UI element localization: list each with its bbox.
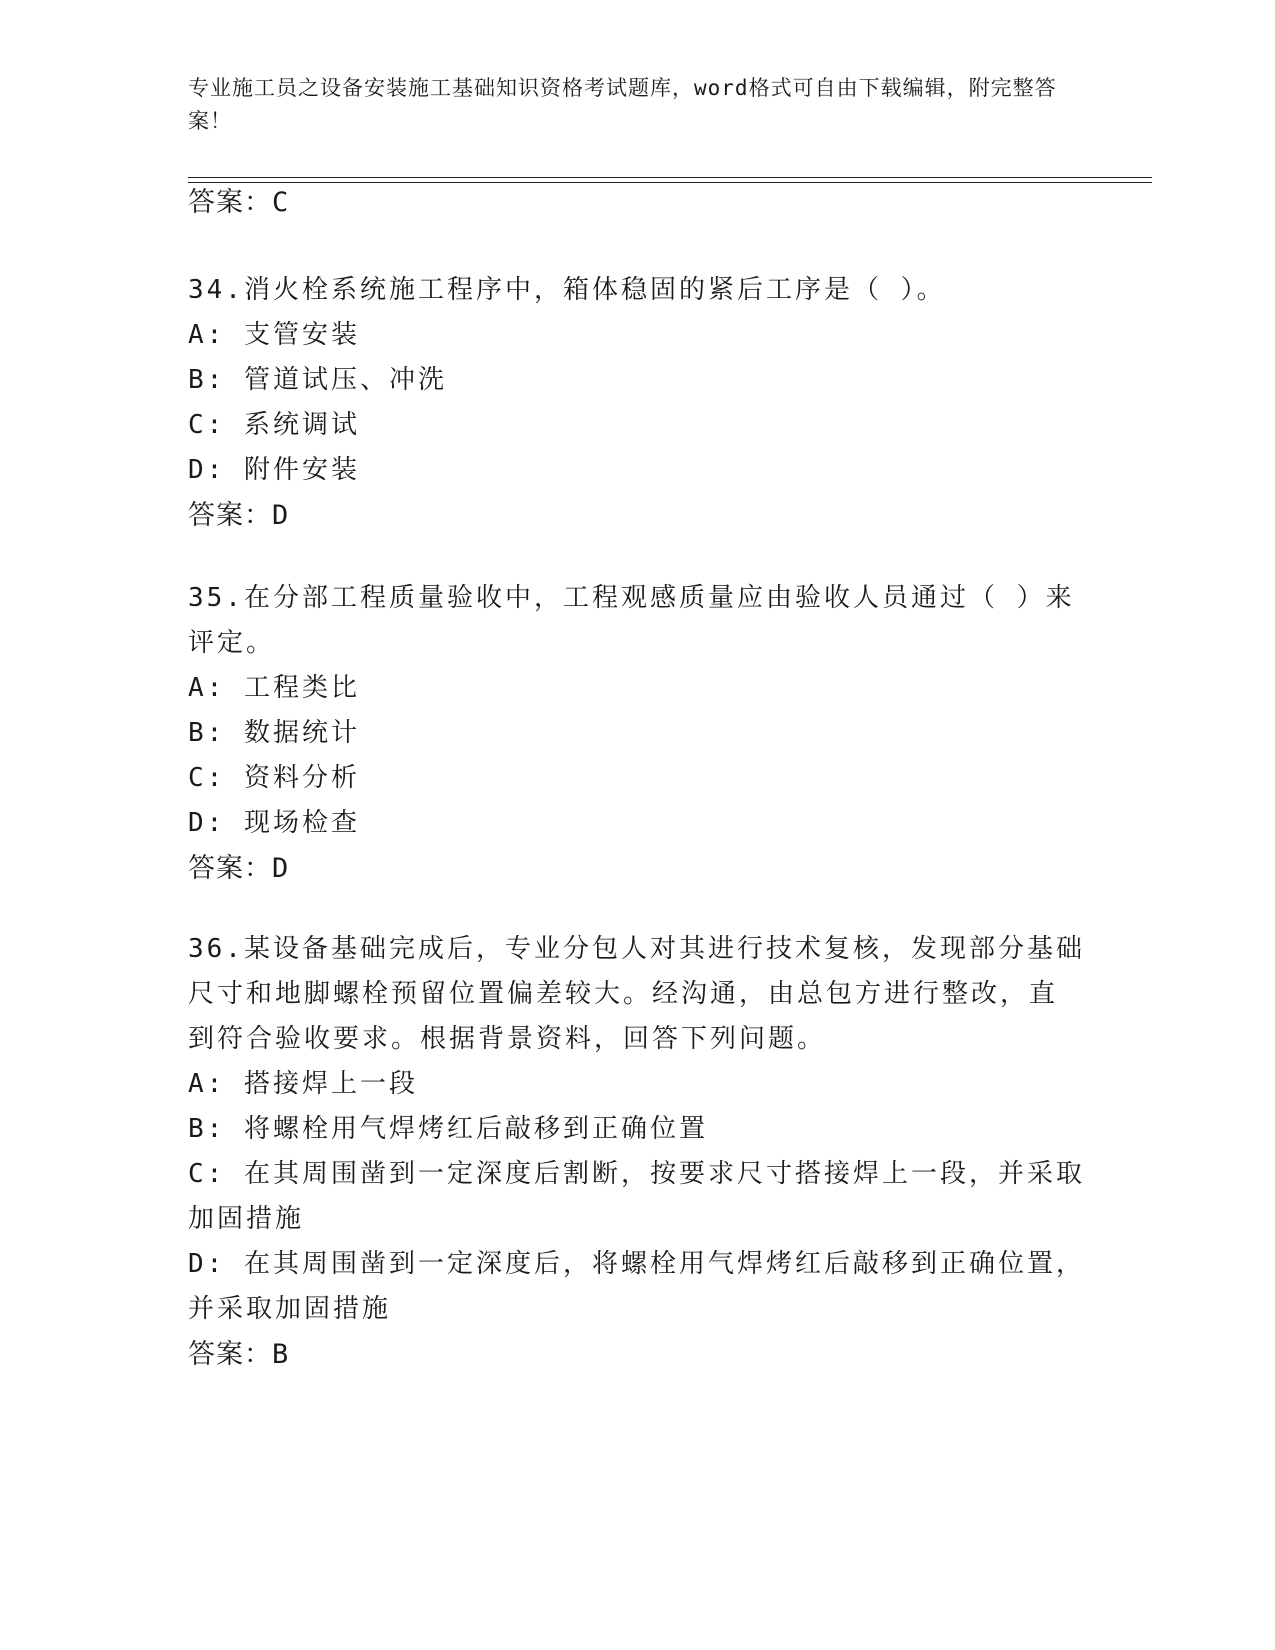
option-a: A: 支管安装 (188, 320, 360, 350)
option-d: D: 在其周围凿到一定深度后，将螺栓用气焊烤红后敲移到正确位置， (188, 1249, 1085, 1279)
option-c: C: 资料分析 (188, 763, 360, 793)
option-d: D: 附件安装 (188, 455, 360, 485)
question-stem-cont: 评定。 (188, 628, 276, 658)
option-a: A: 工程类比 (188, 673, 360, 703)
option-b: B: 管道试压、冲洗 (188, 365, 447, 395)
option-b: B: 数据统计 (188, 718, 360, 748)
answer-line: 答案：C (188, 187, 290, 218)
answer-line: 答案：D (188, 853, 290, 884)
option-d: D: 现场检查 (188, 808, 360, 838)
answer-line: 答案：B (188, 1339, 290, 1370)
question-35 (188, 576, 1088, 891)
question-stem-cont: 尺寸和地脚螺栓预留位置偏差较大。经沟通，由总包方进行整改，直 (188, 979, 1059, 1009)
question-34 (188, 268, 1088, 538)
document-header: 专业施工员之设备安装施工基础知识资格考试题库，word格式可自由下载编辑，附完整答案！ (188, 76, 1057, 133)
question-stem: 36.某设备基础完成后，专业分包人对其进行技术复核，发现部分基础 (188, 934, 1085, 964)
option-c: C: 在其周围凿到一定深度后割断，按要求尺寸搭接焊上一段，并采取 (188, 1159, 1085, 1189)
question-stem: 35.在分部工程质量验收中，工程观感质量应由验收人员通过（ ）来 (188, 583, 1075, 613)
option-c-cont: 加固措施 (188, 1204, 305, 1234)
option-c: C: 系统调试 (188, 410, 360, 440)
option-a: A: 搭接焊上一段 (188, 1069, 418, 1099)
previous-answer (188, 180, 1088, 225)
question-36 (188, 927, 1088, 1377)
option-d-cont: 并采取加固措施 (188, 1294, 392, 1324)
option-b: B: 将螺栓用气焊烤红后敲移到正确位置 (188, 1114, 708, 1144)
question-stem-cont: 到符合验收要求。根据背景资料，回答下列问题。 (188, 1024, 827, 1054)
header-rule-top (188, 177, 1152, 178)
question-stem: 34.消火栓系统施工程序中，箱体稳固的紧后工序是（ ）。 (188, 275, 946, 305)
answer-line: 答案：D (188, 500, 290, 531)
